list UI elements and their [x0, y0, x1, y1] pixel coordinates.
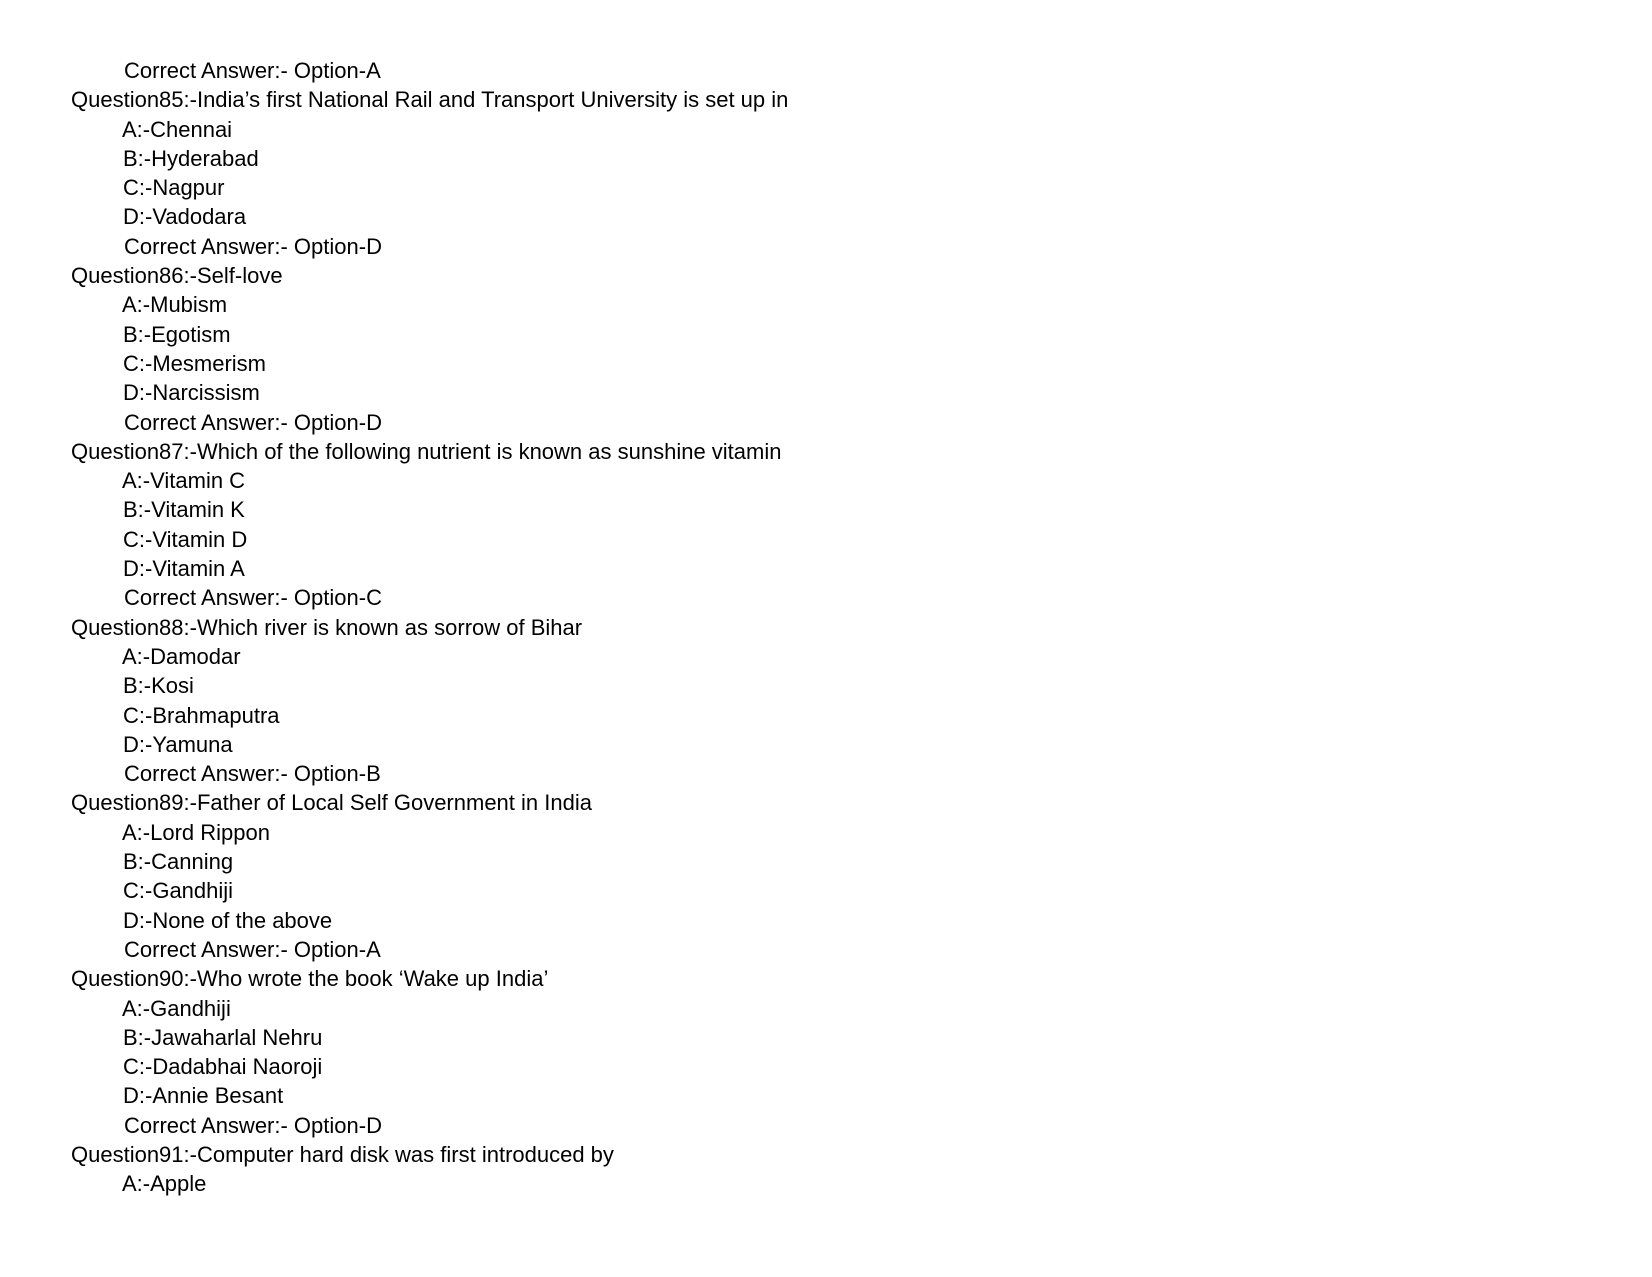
option-text: C:-Vitamin D	[123, 526, 248, 552]
option-text: A:-Apple	[122, 1171, 207, 1197]
correct-answer-text: Correct Answer:- Option-C	[124, 585, 382, 611]
option-text: B:-Hyderabad	[123, 145, 259, 171]
option-text: B:-Vitamin K	[123, 497, 245, 523]
correct-answer-text: Correct Answer:- Option-B	[124, 761, 381, 787]
option-text: A:-Lord Rippon	[122, 819, 270, 845]
question-text: Question91:-Computer hard disk was first introduced by	[71, 1141, 614, 1167]
document-page	[0, 56, 1652, 1199]
option-text: B:-Egotism	[123, 321, 231, 347]
correct-answer-text: Correct Answer:- Option-A	[124, 58, 381, 83]
option-text: A:-Vitamin C	[122, 468, 246, 494]
question-text: Question90:-Who wrote the book ‘Wake up India’	[71, 966, 549, 992]
correct-answer-text: Correct Answer:- Option-D	[124, 1112, 382, 1138]
option-text: D:-Annie Besant	[123, 1083, 284, 1109]
correct-answer-text: Correct Answer:- Option-D	[124, 233, 382, 259]
option-text: D:-Narcissism	[123, 380, 260, 406]
correct-answer-text: Correct Answer:- Option-D	[124, 409, 382, 435]
option-text: D:-Vitamin A	[123, 556, 245, 582]
option-text: C:-Nagpur	[123, 175, 225, 201]
option-text: B:-Kosi	[123, 673, 194, 699]
option-text: A:-Mubism	[122, 292, 228, 318]
option-text: A:-Gandhiji	[122, 995, 231, 1021]
option-text: C:-Mesmerism	[123, 350, 266, 376]
option-text: C:-Dadabhai Naoroji	[123, 1054, 323, 1080]
question-text: Question89:-Father of Local Self Government in India	[71, 790, 592, 816]
question-text: Question88:-Which river is known as sorrow of Bihar	[71, 614, 583, 640]
option-text: D:-None of the above	[123, 907, 333, 933]
option-text: C:-Gandhiji	[123, 878, 234, 904]
option-text: D:-Yamuna	[123, 731, 233, 757]
question-text: Question87:-Which of the following nutrient is known as sunshine vitamin	[71, 438, 782, 464]
option-text: D:-Vadodara	[123, 204, 247, 230]
option-text: B:-Canning	[123, 849, 234, 875]
option-text: B:-Jawaharlal Nehru	[123, 1024, 323, 1050]
correct-answer-text: Correct Answer:- Option-A	[124, 936, 381, 962]
option-text: A:-Damodar	[122, 643, 241, 669]
question-text: Question86:-Self-love	[71, 263, 283, 289]
option-text: A:-Chennai	[122, 116, 233, 142]
question-text: Question85:-India’s first National Rail and Transport University is set up in	[71, 87, 789, 113]
option-text: C:-Brahmaputra	[123, 702, 280, 728]
